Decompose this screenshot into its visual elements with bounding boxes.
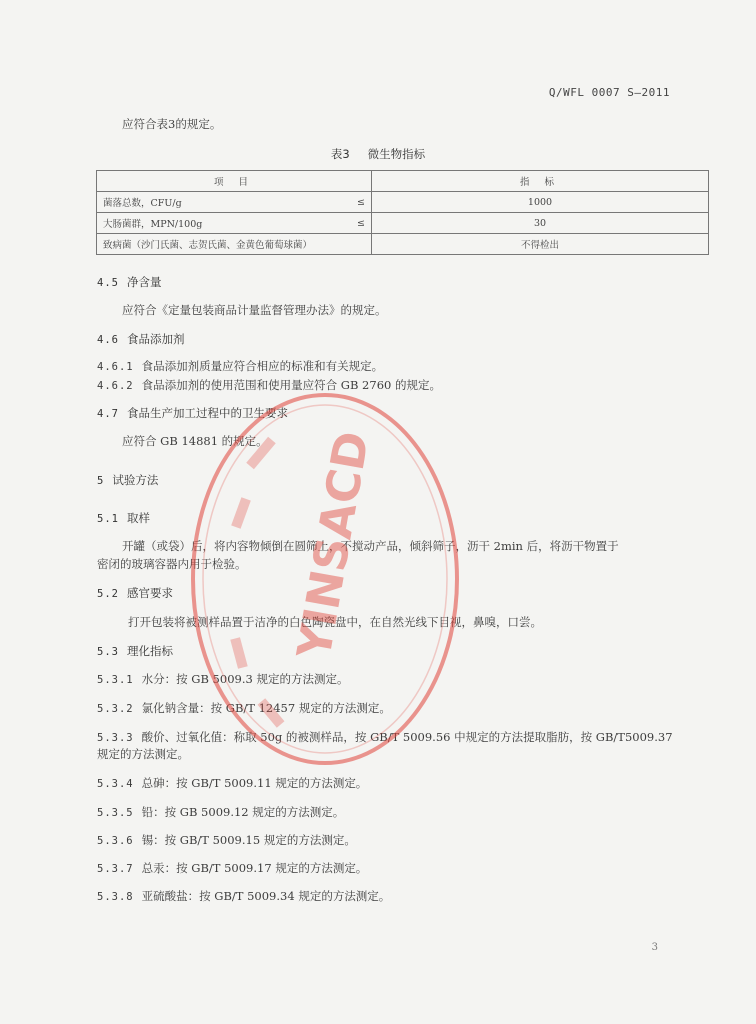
- table-cell-item: 致病菌（沙门氏菌、志贺氏菌、金黄色葡萄球菌）: [103, 240, 313, 251]
- section-number: 5.1: [97, 513, 119, 525]
- section-5-1-heading: [97, 510, 150, 526]
- col-header-item: 项 目: [97, 171, 372, 192]
- microbiology-table: [96, 170, 709, 255]
- section-title: 感官要求: [126, 586, 173, 600]
- section-title: 试验方法: [112, 473, 159, 487]
- section-number: 5.2: [97, 588, 119, 600]
- section-number: 5: [97, 475, 105, 487]
- table-caption-title: 微生物指标: [367, 147, 426, 161]
- clause-number: 5.3.5: [97, 807, 134, 819]
- section-number: 4.5: [97, 277, 119, 289]
- table-cell-value: 1000: [372, 192, 709, 213]
- section-4-7-body: 应符合 GB 14881 的规定。: [122, 434, 268, 448]
- table-row: [97, 192, 709, 213]
- section-5-3-heading: [97, 643, 173, 659]
- clause-5-3-2: [97, 700, 391, 717]
- section-5-1-body-line1: 开罐（或袋）后，将内容物倾倒在圆筛上，不搅动产品，倾斜筛子，沥干 2min 后，将沥干物置于: [122, 539, 619, 553]
- section-number: 5.3: [97, 646, 119, 658]
- section-4-5-heading: [97, 274, 161, 290]
- clause-5-3-6: [97, 832, 356, 849]
- section-5-2-heading: [97, 585, 173, 601]
- intro-text: 应符合表3的规定。: [122, 117, 222, 131]
- table-caption: [0, 146, 756, 162]
- clause-5-3-3: [97, 729, 673, 746]
- section-title: 食品生产加工过程中的卫生要求: [126, 406, 288, 420]
- section-title: 净含量: [126, 275, 162, 289]
- section-5-2-body: 打开包装将被测样品置于洁净的白色陶瓷盘中，在自然光线下目视，鼻嗅，口尝。: [128, 615, 542, 629]
- clause-5-3-1: [97, 671, 348, 688]
- table-caption-number: 表3: [330, 147, 350, 161]
- section-4-6-heading: [97, 331, 184, 347]
- clause-text: 锡：按 GB/T 5009.15 规定的方法测定。: [141, 833, 356, 847]
- clause-number: 4.6.1: [97, 361, 134, 373]
- clause-number: 5.3.2: [97, 703, 134, 715]
- standard-code: Q/WFL 0007 S—2011: [548, 86, 670, 99]
- clause-text: 水分：按 GB 5009.3 规定的方法测定。: [141, 672, 349, 686]
- clause-5-3-5: [97, 804, 344, 821]
- section-number: 4.7: [97, 408, 119, 420]
- table-cell-sign: ≤: [357, 196, 365, 208]
- section-4-7-heading: [97, 405, 288, 421]
- section-title: 取样: [126, 511, 150, 525]
- clause-text: 总汞：按 GB/T 5009.17 规定的方法测定。: [141, 861, 368, 875]
- clause-number: 5.3.3: [97, 732, 134, 744]
- table-cell-item: 大肠菌群，MPN/100g: [103, 219, 203, 230]
- table-cell-value: 不得检出: [372, 234, 709, 255]
- clause-text: 氯化钠含量：按 GB/T 12457 规定的方法测定。: [141, 701, 391, 715]
- clause-number: 5.3.7: [97, 863, 134, 875]
- clause-text: 食品添加剂质量应符合相应的标准和有关规定。: [141, 359, 384, 373]
- clause-4-6-1: [97, 358, 383, 375]
- clause-number: 4.6.2: [97, 380, 134, 392]
- section-4-5-body: 应符合《定量包装商品计量监督管理办法》的规定。: [122, 303, 387, 317]
- clause-text: 酸价、过氧化值：称取 50g 的被测样品，按 GB/T 5009.56 中规定的方法提取脂肪，按 GB/T5009.37: [141, 730, 673, 744]
- table-cell-sign: ≤: [357, 217, 365, 229]
- table-cell-value: 30: [372, 213, 709, 234]
- clause-number: 5.3.6: [97, 835, 134, 847]
- clause-text: 总砷：按 GB/T 5009.11 规定的方法测定。: [141, 776, 368, 790]
- clause-number: 5.3.8: [97, 891, 134, 903]
- section-5-1-body-line2: 密闭的玻璃容器内用于检验。: [97, 557, 247, 571]
- clause-number: 5.3.4: [97, 778, 134, 790]
- section-title: 理化指标: [126, 644, 173, 658]
- table-row: [97, 213, 709, 234]
- clause-5-3-3-line2: 规定的方法测定。: [97, 747, 189, 761]
- clause-number: 5.3.1: [97, 674, 134, 686]
- clause-text: 食品添加剂的使用范围和使用量应符合 GB 2760 的规定。: [141, 378, 441, 392]
- table-row: [97, 234, 709, 255]
- section-5-heading: [97, 472, 158, 488]
- clause-5-3-8: [97, 888, 390, 905]
- clause-4-6-2: [97, 377, 441, 394]
- clause-5-3-4: [97, 775, 367, 792]
- stamp-text: YINSACD: [286, 427, 380, 663]
- table-header-row: [97, 171, 709, 192]
- col-header-index: 指 标: [372, 171, 709, 192]
- clause-text: 铅：按 GB 5009.12 规定的方法测定。: [141, 805, 345, 819]
- clause-text: 亚硫酸盐：按 GB/T 5009.34 规定的方法测定。: [141, 889, 391, 903]
- page-number: 3: [651, 942, 658, 953]
- clause-5-3-7: [97, 860, 367, 877]
- table-cell-item: 菌落总数，CFU/g: [103, 198, 182, 209]
- section-number: 4.6: [97, 334, 119, 346]
- section-title: 食品添加剂: [126, 332, 185, 346]
